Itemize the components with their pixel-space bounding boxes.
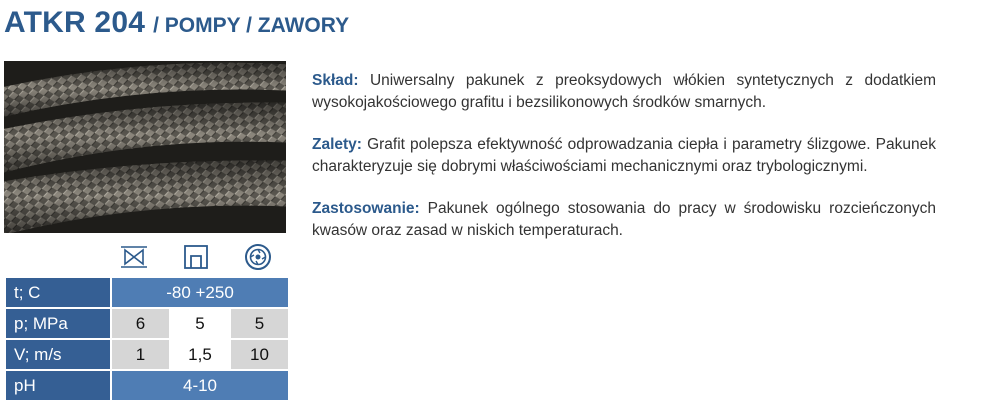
table-row	[5, 339, 289, 370]
page-title	[4, 6, 349, 40]
product-description	[312, 70, 936, 262]
advantages-paragraph	[312, 134, 936, 178]
param-value-pump: 1,5	[170, 339, 230, 370]
advantages-label: Zalety:	[312, 136, 362, 153]
table-row	[5, 370, 289, 401]
param-label: t; C	[5, 277, 111, 308]
product-category: / POMPY / ZAWORY	[153, 14, 350, 37]
param-label: p; MPa	[5, 308, 111, 339]
application-label: Zastosowanie:	[312, 200, 420, 217]
param-value-valve: 6	[111, 308, 170, 339]
valve-icon	[104, 242, 164, 272]
product-code: ATKR 204	[4, 6, 146, 39]
param-value-pump: 5	[170, 308, 230, 339]
parameters-table	[4, 276, 290, 402]
application-paragraph	[312, 198, 936, 242]
table-row	[5, 277, 289, 308]
param-value-shaft: 5	[230, 308, 289, 339]
param-value-shaft: 10	[230, 339, 289, 370]
param-value: -80 +250	[111, 277, 289, 308]
composition-label: Skład:	[312, 72, 359, 89]
application-text: Pakunek ogólnego stosowania do pracy w środowisku rozcieńczonych kwasów oraz zasad w niskich temperaturach.	[312, 200, 936, 239]
shaft-seal-icon	[228, 242, 288, 272]
composition-paragraph	[312, 70, 936, 114]
product-photo	[4, 61, 286, 233]
param-value-valve: 1	[111, 339, 170, 370]
param-label: V; m/s	[5, 339, 111, 370]
param-value: 4-10	[111, 370, 289, 401]
application-icons	[104, 240, 288, 274]
pump-icon	[166, 242, 226, 272]
table-row	[5, 308, 289, 339]
advantages-text: Grafit polepsza efektywność odprowadzania ciepła i parametry ślizgowe. Pakunek charakteryzuje się dobrymi właściwościami mechanicznymi oraz trybologicznymi.	[312, 136, 936, 175]
composition-text: Uniwersalny pakunek z preoksydowych włókien syntetycznych z dodatkiem wysokojakościowego grafitu i bezsilikonowych środków smarnych.	[312, 72, 936, 111]
param-label: pH	[5, 370, 111, 401]
